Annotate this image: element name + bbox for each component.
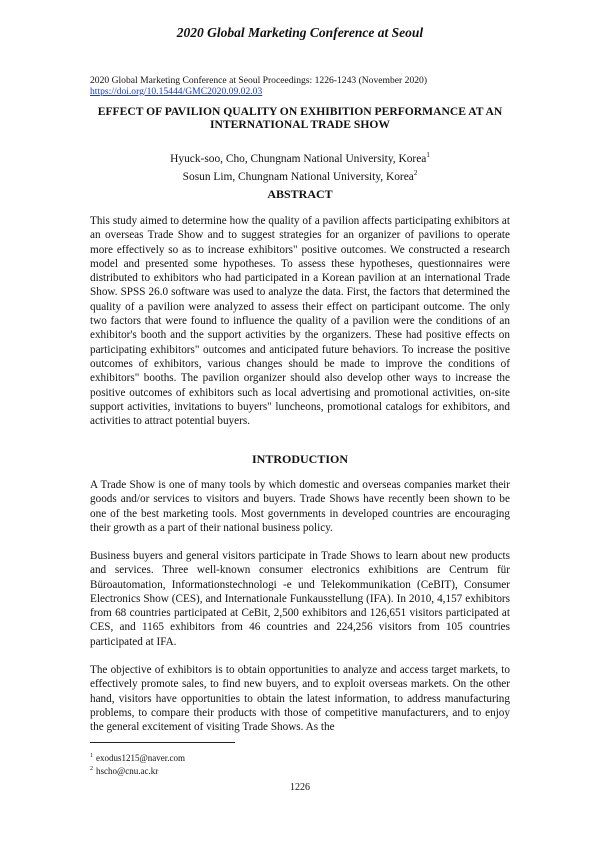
footnote bbox=[90, 764, 158, 777]
paper-title: EFFECT OF PAVILION QUALITY ON EXHIBITION PERFORMANCE AT AN INTERNATIONAL TRADE SHOW bbox=[97, 105, 503, 131]
author-line bbox=[60, 166, 540, 184]
running-head: 2020 Global Marketing Conference at Seoul bbox=[176, 25, 424, 40]
proceedings-citation: 2020 Global Marketing Conference at Seoul Proceedings: 1226-1243 (November 2020) bbox=[90, 75, 428, 86]
footnote bbox=[90, 751, 185, 764]
body-paragraph: A Trade Show is one of many tools by which domestic and overseas companies market their goods and/or services to visitors and buyers. Trade Shows have recently been shown to be one of the best marketing tools. Most governments in developed countries are encouraging their growth as a part of their national business policy. bbox=[90, 479, 510, 534]
footnote-email: exodus1215@naver.com bbox=[96, 753, 186, 763]
author-affiliation: Sosun Lim, Chungnam National University, Korea bbox=[182, 170, 414, 183]
footnote-rule bbox=[90, 742, 235, 743]
footnote-marker: 1 bbox=[426, 151, 430, 159]
author-affiliation: Hyuck-soo, Cho, Chungnam National University, Korea bbox=[170, 152, 427, 165]
footnote-marker: 1 bbox=[90, 753, 93, 759]
body-paragraph: Business buyers and general visitors participate in Trade Shows to learn about new products and services. Three well-known consumer electronics exhibitions are Centrum für Büroautomation, Informationstechnologi -e und Telekommunikation (CeBIT), Consumer Electronics Show (CES), and Internationale Funkausstellung (IFA). In 2010, 4,157 exhibitors from 68 countries participated at CeBit, 2,500 exhibitors and 126,651 visitors participated at CES, and 1165 exhibitors from 46 countries and 224,256 visitors from 105 countries participated at IFA. bbox=[90, 550, 510, 648]
footnote-marker: 2 bbox=[90, 766, 93, 772]
footnote-marker: 2 bbox=[413, 168, 418, 177]
doi-link[interactable]: https://doi.org/10.15444/GMC2020.09.02.03 bbox=[90, 86, 263, 97]
introduction-heading: INTRODUCTION bbox=[251, 452, 348, 466]
body-paragraph: The objective of exhibitors is to obtain opportunities to analyze and access target markets, to effectively promote sales, to find new buyers, and to exploit overseas markets. On the other hand, visitors have opportunities to obtain the latest information, to address manufacturing problems, to compare their products with those of competitive manufacturers, and to enjoy the general excitement of visiting Trade Shows. As the bbox=[90, 664, 510, 734]
abstract-text: This study aimed to determine how the quality of a pavilion affects participating exhibitors at an overseas Trade Show and to suggest strategies for an organizer of pavilions to operate more effectively so as to increase exhibitors" positive outcomes. We constructed a research model and presented some hypotheses. To assess these hypotheses, questionnaires were distributed to exhibitors who had participated in a Korean pavilion at an international Trade Show. SPSS 26.0 software was used to analyze the data. First, the factors that determined the quality of a pavilion were analyzed to assess their effect on participant outcome. The only two factors that were found to influence the quality of a pavilion were the conditions of an exhibitor's booth and the support activities by the organizers. These had positive effects on participating exhibitors" outcomes and anticipated future behaviors. To increase the positive outcomes of exhibitors, various changes should be made to improve the conditions of exhibitors" booths. The pavilion organizer should also develop other ways to increase the positive outcomes of exhibitors such as local advertising and promotional activities, on-site support activities, invitations to buyers" luncheons, promotional catalogs for exhibitors, and activities to attract potential buyers. bbox=[90, 215, 510, 428]
page-number: 1226 bbox=[290, 782, 310, 793]
author-line bbox=[60, 148, 540, 166]
abstract-heading: ABSTRACT bbox=[267, 187, 333, 201]
author-block bbox=[60, 148, 540, 184]
footnote-email: hscho@cnu.ac.kr bbox=[96, 766, 159, 776]
